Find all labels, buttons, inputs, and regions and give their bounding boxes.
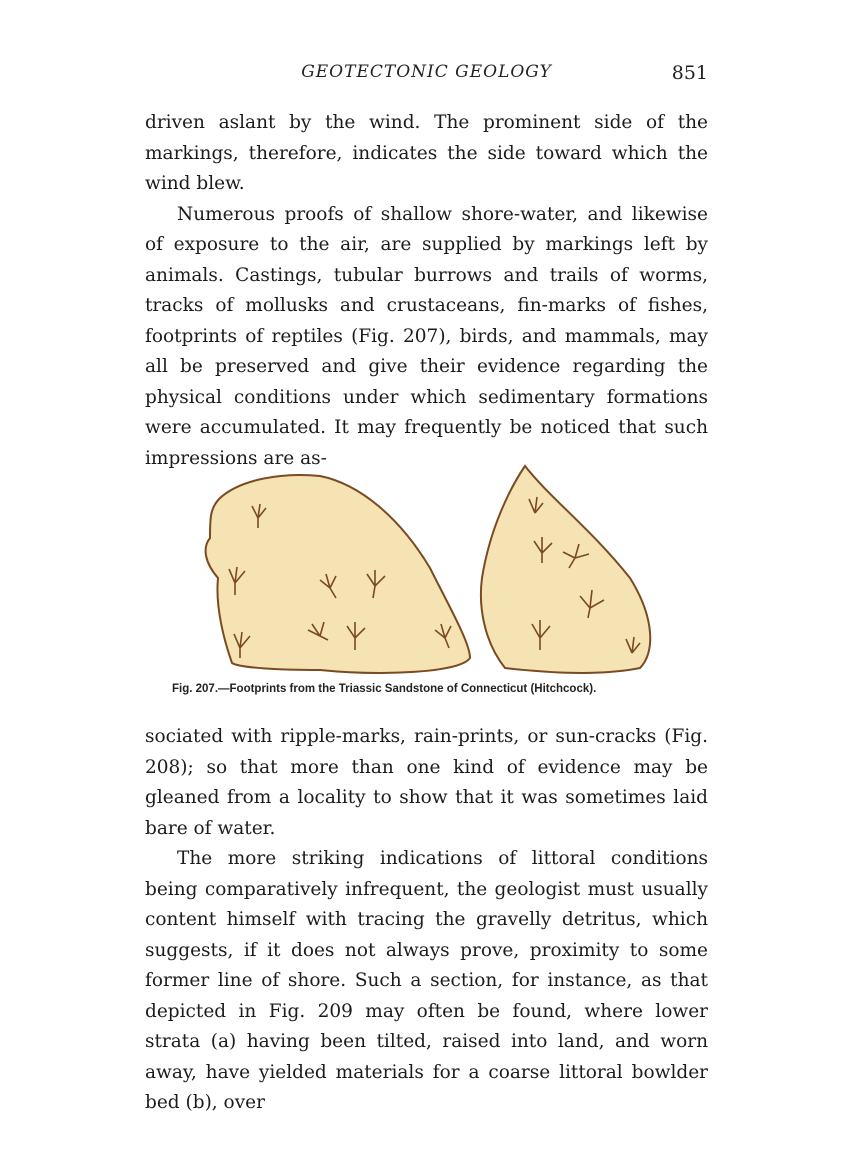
- paragraph-continued: driven aslant by the wind. The prominent side of the markings, therefore, indicates the side toward which the wind blew.: [145, 112, 708, 194]
- page-header: [145, 62, 708, 92]
- left-sandstone-slab: [206, 475, 470, 673]
- right-sandstone-slab: [481, 466, 650, 673]
- paragraph: The more striking indications of littoral conditions being comparatively infrequent, the geologist must usually content himself with tracing the gravelly detritus, which suggests, if it does not always prove, proximity to some former line of shore. Such a section, for instance, as that depicted in Fig. 209 may often be found, where lower strata (a) having been tilted, raised into land, and worn away, have yielded materials for a coarse littoral bowlder bed (b), over: [145, 848, 708, 1113]
- page-number: 851: [671, 62, 708, 84]
- text-block-top: [145, 108, 708, 474]
- figure-207: [170, 458, 670, 683]
- paragraph: Numerous proofs of shallow shore-water, and likewise of exposure to the air, are supplied by markings left by animals. Castings, tubular burrows and trails of worms, tracks of mollusks and crustaceans, fin-marks of fishes, footprints of reptiles (Fig. 207), birds, and mammals, may all be preserved and give their evidence regarding the physical conditions under which sedimentary formations were accumulated. It may frequently be noticed that such impressions are as-: [145, 203, 708, 469]
- paragraph-continued: sociated with ripple-marks, rain-prints, or sun-cracks (Fig. 208); so that more than one kind of evidence may be gleaned from a locality to show that it was sometimes laid bare of water.: [145, 726, 708, 839]
- figure-caption: Fig. 207.—Footprints from the Triassic Sandstone of Connecticut (Hitchcock).: [172, 683, 597, 695]
- footprint-slabs-illustration: [170, 458, 670, 683]
- text-block-bottom: [145, 722, 708, 1119]
- running-head: GEOTECTONIC GEOLOGY: [301, 62, 552, 82]
